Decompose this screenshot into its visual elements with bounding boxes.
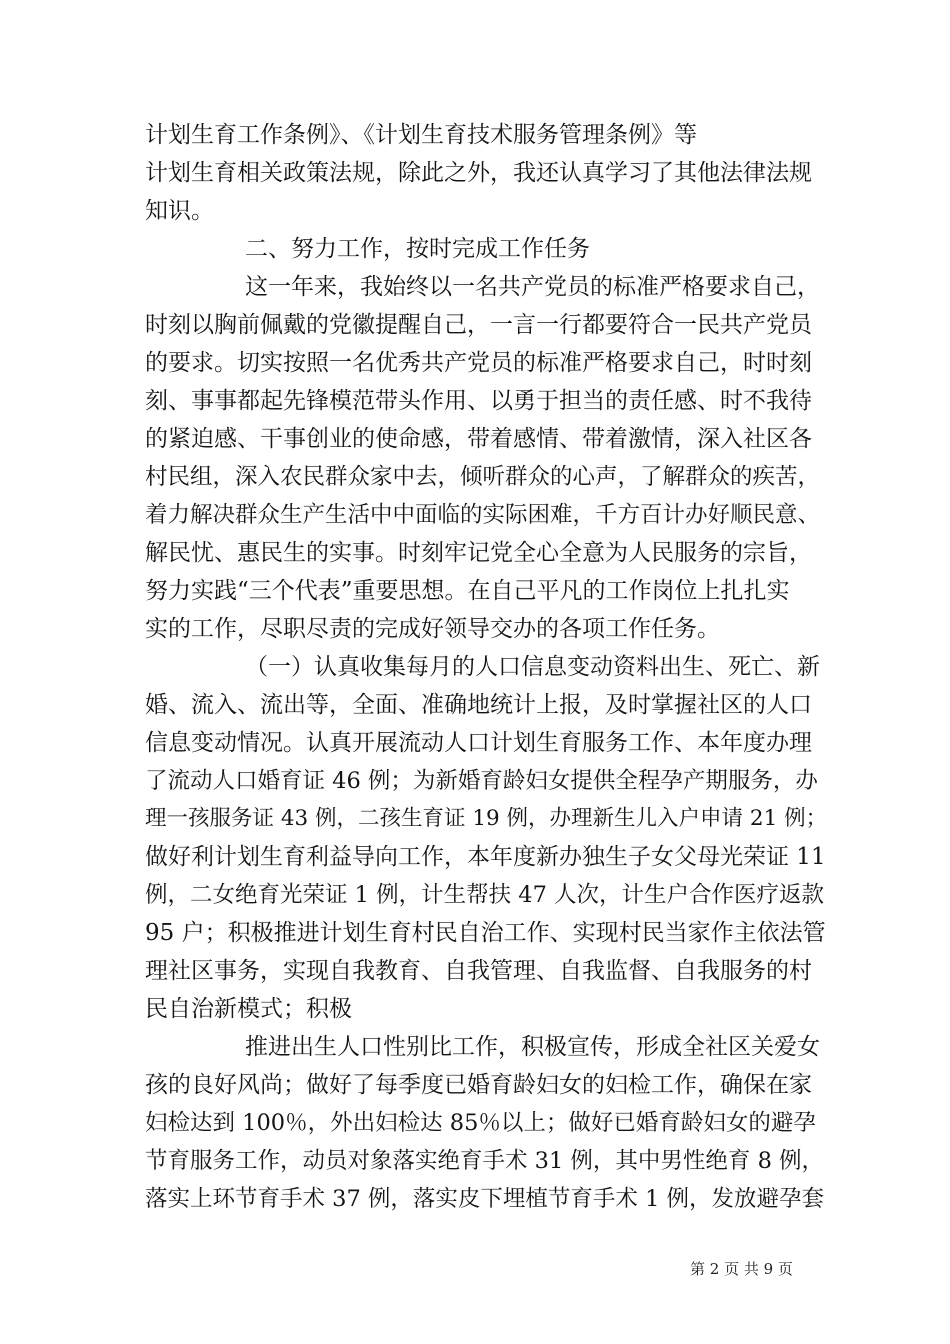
text-line: 这一年来，我始终以一名共产党员的标准严格要求自己， (245, 274, 820, 300)
text-line: 刻、事事都起先锋模范带头作用、以勇于担当的责任感、时不我待 (145, 388, 812, 414)
text-line: 例，二女绝育光荣证 1 例，计生帮扶 47 人次，计生户合作医疗返款 (145, 882, 825, 908)
text-line: 信息变动情况。认真开展流动人口计划生育服务工作、本年度办理 (145, 730, 812, 756)
text-line: 理一孩服务证 43 例，二孩生育证 19 例，办理新生儿入户申请 21 例； (145, 806, 828, 831)
text-line: 婚、流入、流出等，全面、准确地统计上报，及时掌握社区的人口 (145, 692, 812, 718)
text-line: 计划生育相关政策法规，除此之外，我还认真学习了其他法律法规 (145, 160, 812, 186)
text-line: 解民忧、惠民生的实事。时刻牢记党全心全意为人民服务的宗旨， (145, 540, 812, 566)
text-line: 知识。 (145, 198, 214, 224)
text-line: 的紧迫感、干事创业的使命感，带着感情、带着激情，深入社区各 (145, 426, 812, 452)
text-line: 的要求。切实按照一名优秀共产党员的标准严格要求自己，时时刻 (145, 350, 812, 376)
text-line: 村民组，深入农民群众家中去，倾听群众的心声，了解群众的疾苦， (145, 464, 821, 490)
text-line: 了流动人口婚育证 46 例；为新婚育龄妇女提供全程孕产期服务，办 (145, 768, 818, 794)
text-line: 落实上环节育手术 37 例，落实皮下埋植节育手术 1 例，发放避孕套 (145, 1186, 825, 1212)
page-number: 第 2 页 共 9 页 (690, 1260, 793, 1278)
text-line: 做好利计划生育利益导向工作，本年度新办独生子女父母光荣证 11 (145, 844, 826, 870)
text-line: 民自治新模式；积极 (145, 996, 352, 1022)
text-line: 95 户；积极推进计划生育村民自治工作、实现村民当家作主依法管 (145, 920, 826, 946)
text-line: 妇检达到 100％，外出妇检达 85％以上；做好已婚育龄妇女的避孕 (145, 1110, 816, 1136)
text-line: 节育服务工作，动员对象落实绝育手术 31 例，其中男性绝育 8 例， (145, 1148, 825, 1174)
section-heading: 二、努力工作，按时完成工作任务 (245, 236, 590, 262)
text-line: 努力实践“三个代表”重要思想。在自己平凡的工作岗位上扎扎实 (145, 578, 790, 604)
text-line: 实的工作，尽职尽责的完成好领导交办的各项工作任务。 (145, 616, 720, 642)
text-line: 时刻以胸前佩戴的党徽提醒自己，一言一行都要符合一民共产党员 (145, 312, 812, 338)
text-line: 着力解决群众生产生活中中面临的实际困难，千方百计办好顺民意、 (145, 502, 821, 528)
text-line: 计划生育工作条例》、《计划生育技术服务管理条例》等 (145, 122, 697, 148)
text-line: 孩的良好风尚；做好了每季度已婚育龄妇女的妇检工作，确保在家 (145, 1072, 812, 1098)
text-line: 理社区事务，实现自我教育、自我管理、自我监督、自我服务的村 (145, 958, 812, 984)
text-line: 推进出生人口性别比工作，积极宣传，形成全社区关爱女 (245, 1034, 820, 1060)
text-line: （一）认真收集每月的人口信息变动资料出生、死亡、新 (245, 654, 820, 680)
